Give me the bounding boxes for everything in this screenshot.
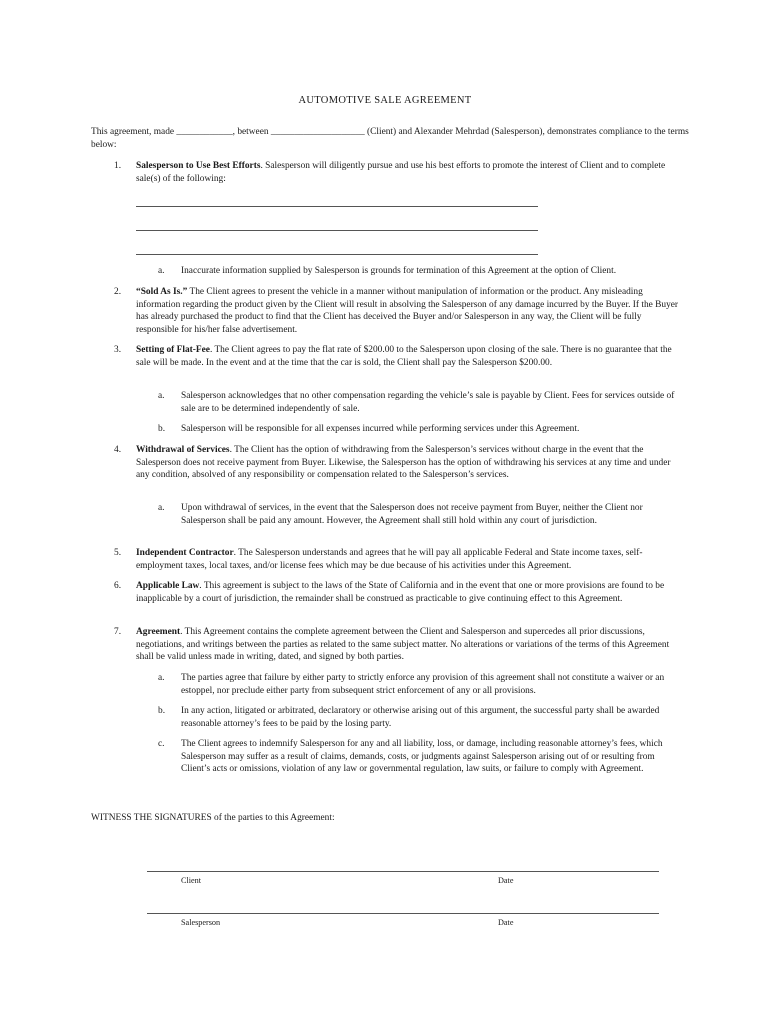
subsection-3b xyxy=(91,423,691,436)
witness-statement: WITNESS THE SIGNATURES of the parties to this Agreement: xyxy=(91,813,335,823)
section-number: 7. xyxy=(114,627,122,637)
section-body xyxy=(136,580,681,605)
fill-in-line[interactable] xyxy=(136,206,538,207)
section-text: . The Client has the option of withdrawing from the Salesperson’s services without charge in the event that the Salesperson does not receive payment from Buyer. Likewise, the Salesperson has the option of withdrawing his services at any time and under any condition, absolved of any responsibility or compensation related to the Salesperson’s services. xyxy=(136,445,671,481)
subsection-4a xyxy=(91,502,691,527)
section-body xyxy=(136,286,681,336)
section-text: The Client agrees to present the vehicle in a manner without manipulation of information or the product. Any misleading information regarding the product given by the Client will result in absolving the Salesperson of any damage incurred by the Buyer. If the Buyer has already purchased the product to find that the Client has deceived the Buyer and/or Salesperson in any way, the Client will be fully responsible for his/her false advertisement. xyxy=(136,287,679,335)
section-heading: Agreement xyxy=(136,627,181,637)
salesperson-signature-line[interactable] xyxy=(147,913,659,914)
subsection-letter: a. xyxy=(158,673,165,683)
section-number: 5. xyxy=(114,548,122,558)
section-7 xyxy=(91,626,691,664)
section-number: 4. xyxy=(114,445,122,455)
subsection-3a xyxy=(91,390,691,415)
subsection-text: Upon withdrawal of services, in the event that the Salesperson does not receive payment from Buyer, neither the Client nor Salesperson shall be paid any amount. However, the Agreement shall still hold within any court of jurisdiction. xyxy=(181,503,643,526)
section-heading: Withdrawal of Services xyxy=(136,445,230,455)
subsection-text: Salesperson will be responsible for all expenses incurred while performing services under this Agreement. xyxy=(181,424,580,434)
salesperson-signature-label: Salesperson xyxy=(181,918,221,927)
section-number: 6. xyxy=(114,581,122,591)
fill-in-line[interactable] xyxy=(136,254,538,255)
section-1 xyxy=(91,160,691,185)
subsection-letter: a. xyxy=(158,266,165,276)
client-signature-line[interactable] xyxy=(147,871,659,872)
section-text: . This agreement is subject to the laws of the State of California and in the event that one or more provisions are found to be inapplicable by a court of jurisdiction, the remainder shall be construed as practicable to give continuing effect to this Agreement. xyxy=(136,581,665,604)
section-body xyxy=(136,344,681,369)
section-body xyxy=(136,547,681,572)
client-signature-label: Client xyxy=(181,876,202,885)
section-body xyxy=(136,444,681,482)
section-body xyxy=(136,626,681,664)
section-5 xyxy=(91,547,691,572)
section-4 xyxy=(91,444,691,482)
subsection-letter: a. xyxy=(158,391,165,401)
section-6 xyxy=(91,580,691,605)
section-number: 2. xyxy=(114,287,122,297)
section-number: 3. xyxy=(114,345,122,355)
fill-in-line[interactable] xyxy=(136,230,538,231)
subsection-7c xyxy=(91,738,691,776)
section-text: . This Agreement contains the complete agreement between the Client and Salesperson and supercedes all prior discussions, negotiations, and writings between the parties as related to the same subject matter. No alterations or variations of the terms of this Agreement shall be valid unless made in writing, dated, and signed by both parties. xyxy=(136,627,670,663)
subsection-text: Salesperson acknowledges that no other compensation regarding the vehicle’s sale is payable by Client. Fees for services outside of sale are to be determined independently of sale. xyxy=(181,391,675,414)
section-heading: “Sold As Is.” xyxy=(136,287,188,297)
section-text: . The Client agrees to pay the flat rate of $200.00 to the Salesperson upon closing of the sale. There is no guarantee that the sale will be made. In the event and at the time that the car is sold, the Client shall pay the Salesperson $200.00. xyxy=(136,345,672,368)
intro-paragraph: This agreement, made ____________, between ____________________ (Client) and Alexander Mehrdad (Salesperson), demonstrates compliance to the terms below: xyxy=(91,127,689,150)
section-3 xyxy=(91,344,691,369)
section-heading: Applicable Law xyxy=(136,581,200,591)
client-date-label: Date xyxy=(498,876,514,885)
section-heading: Setting of Flat-Fee xyxy=(136,345,210,355)
subsection-7a xyxy=(91,672,691,697)
section-heading: Independent Contractor xyxy=(136,548,234,558)
subsection-1a xyxy=(91,265,691,278)
subsection-text: The parties agree that failure by either party to strictly enforce any provision of this agreement shall not constitute a waiver or an estoppel, nor preclude either party from subsequent strict enforcement of any or all provisions. xyxy=(181,673,665,696)
section-body xyxy=(136,160,681,185)
subsection-text: The Client agrees to indemnify Salesperson for any and all liability, loss, or damage, including reasonable attorney’s fees, which Salesperson may suffer as a result of claims, demands, costs, or judgments against Salesperson arising out of or resulting from Client’s acts or omissions, violation of any law or governmental regulation, law suits, or failure to comply with Agreement. xyxy=(181,739,663,775)
subsection-7b xyxy=(91,705,691,730)
document-title: AUTOMOTIVE SALE AGREEMENT xyxy=(298,95,472,106)
section-text: . Salesperson will diligently pursue and use his best efforts to promote the interest of Client and to complete sale(s) of the following: xyxy=(136,161,666,184)
section-text: . The Salesperson understands and agrees that he will pay all applicable Federal and State income taxes, self-employment taxes, local taxes, and/or license fees which may be due because of his activities under this Agreement. xyxy=(136,548,643,571)
subsection-text: In any action, litigated or arbitrated, declaratory or otherwise arising out of this argument, the successful party shall be awarded reasonable attorney’s fees to be paid by the losing party. xyxy=(181,706,660,729)
subsection-text: Inaccurate information supplied by Salesperson is grounds for termination of this Agreement at the option of Client. xyxy=(181,266,617,276)
subsection-letter: a. xyxy=(158,503,165,513)
section-heading: Salesperson to Use Best Efforts xyxy=(136,161,261,171)
subsection-letter: b. xyxy=(158,706,166,716)
subsection-letter: c. xyxy=(158,739,165,749)
subsection-letter: b. xyxy=(158,424,166,434)
section-number: 1. xyxy=(114,161,122,171)
section-2 xyxy=(91,286,691,336)
salesperson-date-label: Date xyxy=(498,918,514,927)
